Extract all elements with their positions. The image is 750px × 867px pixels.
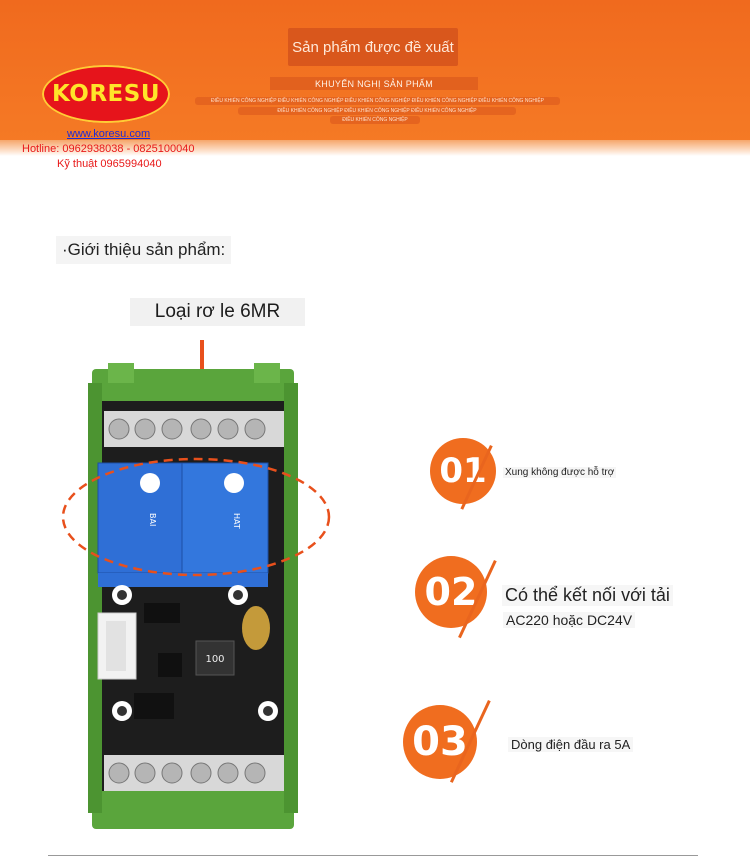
- banner-micro-text-1: ĐIỀU KHIỂN CÔNG NGHIỆP ĐIỀU KHIỂN CÔNG NGHIỆP ĐIỀU KHIỂN CÔNG NGHIỆP ĐIỀU KHIỂN CÔNG NGHIỆP ĐIỀU KHIỂN CÔNG NGHIỆP: [195, 97, 560, 105]
- feature-1-number: 01: [439, 451, 487, 491]
- recommended-products-subtitle: KHUYẾN NGHỊ SẢN PHẨM: [270, 77, 478, 90]
- feature-1-text: Xung không được hỗ trợ: [505, 467, 615, 478]
- feature-2-text: Có thể kết nối với tải: [502, 585, 673, 606]
- bottom-terminals: [104, 755, 284, 791]
- feature-2-number: 02: [424, 570, 478, 614]
- technical-phone: Kỹ thuật 0965994040: [57, 158, 162, 170]
- banner-micro-text-3: ĐIỀU KHIỂN CÔNG NGHIỆP: [330, 116, 420, 124]
- koresu-logo[interactable]: [42, 65, 170, 123]
- inductor-label: 100: [205, 654, 225, 665]
- product-intro-heading: ·Giới thiệu sản phẩm:: [56, 236, 231, 264]
- top-terminals: [104, 411, 284, 447]
- recommended-products-title[interactable]: Sản phẩm được đề xuất: [288, 28, 458, 66]
- website-link[interactable]: www.koresu.com: [67, 128, 151, 140]
- hotline-text: Hotline: 0962938038 - 0825100040: [22, 143, 195, 155]
- relay-highlight-ellipse: [60, 455, 332, 579]
- bottom-divider: [48, 855, 698, 856]
- banner-micro-text-2: ĐIỀU KHIỂN CÔNG NGHIỆP ĐIỀU KHIỂN CÔNG NGHIỆP ĐIỀU KHIỂN CÔNG NGHIỆP: [238, 107, 516, 115]
- feature-2-subtext: AC220 hoặc DC24V: [503, 612, 635, 628]
- feature-3-number: 03: [412, 719, 468, 765]
- relay-2-brand: HAT: [232, 513, 241, 529]
- relay-1-brand: BAI: [148, 513, 157, 527]
- feature-3-text: Dòng điện đầu ra 5A: [508, 737, 633, 752]
- relay-type-label: Loại rơ le 6MR: [130, 298, 305, 326]
- relay-board-image: [88, 363, 298, 833]
- logo-text: KORESU: [51, 81, 160, 107]
